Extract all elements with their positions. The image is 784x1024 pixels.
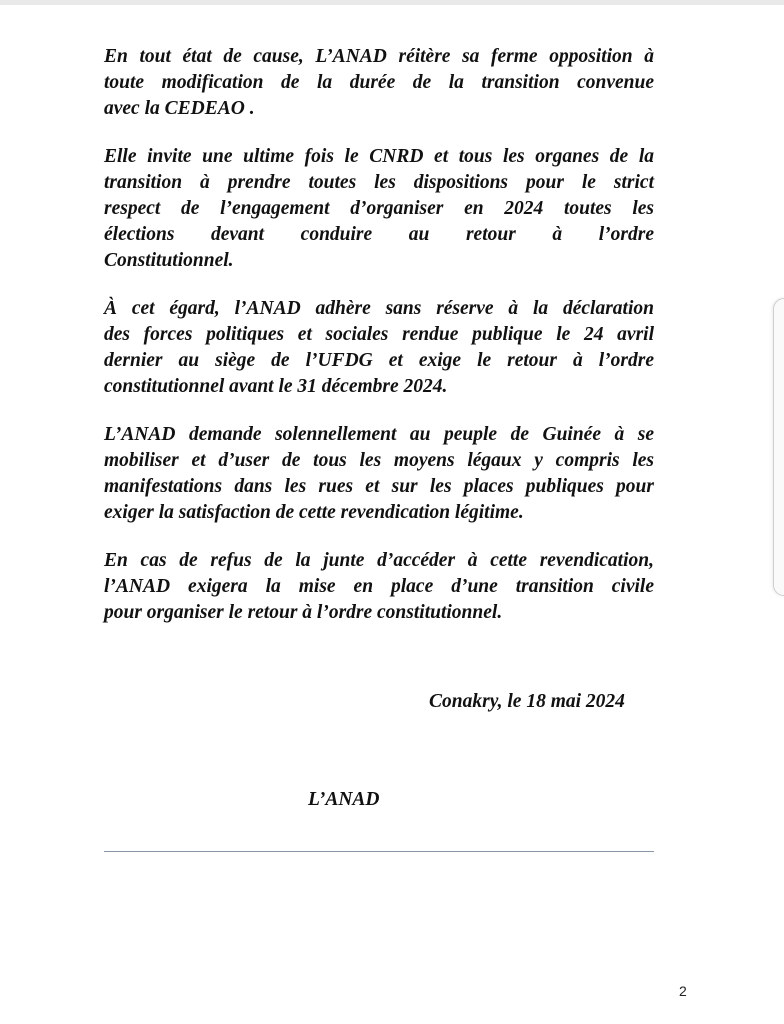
date-line: Conakry, le 18 mai 2024 (429, 691, 625, 712)
paragraph-opposition (104, 44, 654, 122)
paragraph-mobilisation (104, 422, 654, 526)
text-line: avec la CEDEAO . (104, 98, 255, 119)
paragraph-adherence (104, 296, 654, 400)
paragraph-refusal (104, 548, 654, 626)
text-line: manifestations dans les rues et sur les places publiques pour (104, 476, 654, 497)
text-line: élections devant conduire au retour à l’ordre (104, 224, 654, 245)
text-line: pour organiser le retour à l’ordre constitutionnel. (104, 602, 503, 623)
text-line: exiger la satisfaction de cette revendication légitime. (104, 502, 524, 523)
text-line: L’ANAD demande solennellement au peuple de Guinée à se (104, 424, 654, 445)
page-number: 2 (679, 983, 687, 999)
text-line: Constitutionnel. (104, 250, 234, 271)
text-line: toute modification de la durée de la transition convenue (104, 72, 654, 93)
text-line: En tout état de cause, L’ANAD réitère sa ferme opposition à (104, 46, 654, 67)
text-line: À cet égard, l’ANAD adhère sans réserve à la déclaration (104, 298, 654, 319)
text-line: respect de l’engagement d’organiser en 2024 toutes les (104, 198, 654, 219)
paragraph-invitation (104, 144, 654, 274)
text-line: transition à prendre toutes les dispositions pour le strict (104, 172, 654, 193)
scroll-handle[interactable] (773, 298, 784, 596)
document-body (104, 44, 654, 648)
signature: L’ANAD (308, 789, 380, 810)
text-line: dernier au siège de l’UFDG et exige le retour à l’ordre (104, 350, 654, 371)
text-line: l’ANAD exigera la mise en place d’une transition civile (104, 576, 654, 597)
text-line: constitutionnel avant le 31 décembre 2024. (104, 376, 448, 397)
text-line: mobiliser et d’user de tous les moyens légaux y compris les (104, 450, 654, 471)
text-line: des forces politiques et sociales rendue publique le 24 avril (104, 324, 654, 345)
divider (104, 851, 654, 852)
viewer-top-bar (0, 0, 784, 5)
text-line: En cas de refus de la junte d’accéder à cette revendication, (104, 550, 654, 571)
text-line: Elle invite une ultime fois le CNRD et tous les organes de la (104, 146, 654, 167)
